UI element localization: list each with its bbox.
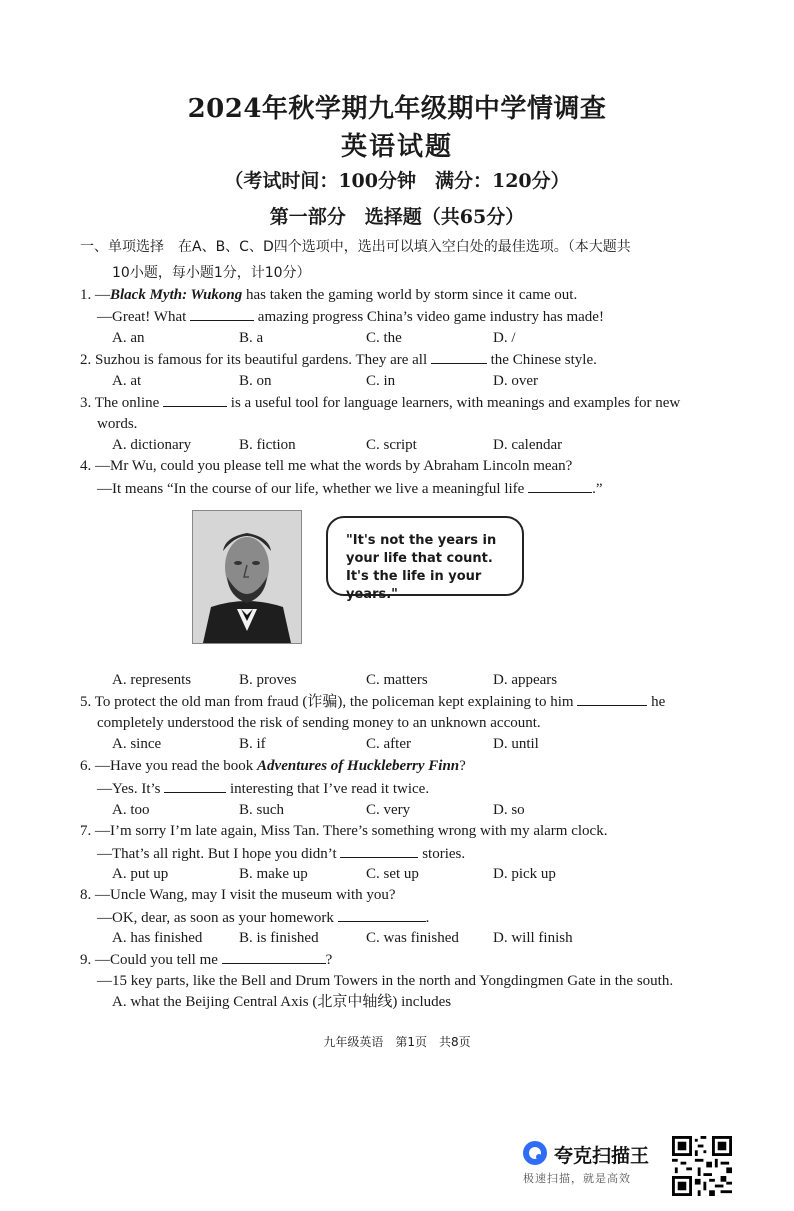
q5-line1 (80, 691, 665, 712)
quark-logo-icon (522, 1140, 548, 1166)
q6-text-before: 6. —Have you read the book (80, 758, 258, 774)
q7-option-b: B. make up (239, 866, 308, 882)
q7-line1: 7. —I’m sorry I’m late again, Miss Tan. There’s something wrong with my alarm clock. (80, 823, 608, 839)
q4-option-d: D. appears (493, 672, 558, 688)
q2-option-a: A. at (112, 373, 142, 389)
q8-blank (338, 907, 426, 922)
watermark-slogan: 极速扫描，就是高效 (523, 1172, 631, 1185)
lincoln-quote: "It's not the years in your life that count. It's the life in your years." (346, 533, 497, 602)
q5-option-d: D. until (493, 736, 539, 752)
q7-line2 (97, 843, 465, 864)
q9-text-before: 9. —Could you tell me (80, 952, 222, 968)
q8-line2 (97, 907, 429, 928)
q5-text-after: he (647, 694, 666, 710)
q3-option-b: B. fiction (239, 437, 296, 453)
q9-option-a: A. what the Beijing Central Axis (北京中轴线) includes (112, 994, 452, 1010)
q4-text-after: .” (592, 481, 603, 497)
exam-title: 2024年秋学期九年级期中学情调查 (187, 94, 607, 124)
q3-line2: words. (97, 416, 138, 432)
q3-blank (163, 392, 227, 407)
q8-option-c: C. was finished (366, 930, 459, 946)
q3-option-a: A. dictionary (112, 437, 192, 453)
q2-line1 (80, 349, 597, 370)
q1-prefix: 1. — (80, 287, 110, 303)
q3-option-c: C. script (366, 437, 417, 453)
q7-text-before: —That’s all right. But I hope you didn’t (97, 846, 341, 862)
q1-option-a: A. an (112, 330, 145, 346)
q6-line1 (80, 756, 466, 776)
q1-line2 (97, 306, 604, 327)
q2-option-d: D. over (493, 373, 538, 389)
q8-line1: 8. —Uncle Wang, may I visit the museum with you? (80, 887, 396, 903)
part-title: 第一部分 选择题（共65分） (269, 206, 525, 228)
q1-option-d: D. / (493, 330, 516, 346)
q6-option-a: A. too (112, 802, 150, 818)
lincoln-portrait (192, 510, 302, 644)
q1-line1 (80, 285, 577, 305)
q1-text: has taken the gaming world by storm since it came out. (242, 287, 578, 303)
q3-text-after: is a useful tool for language learners, with meanings and examples for new (227, 395, 681, 411)
q1-option-b: B. a (239, 330, 264, 346)
q1-text-before: —Great! What (97, 309, 191, 325)
portrait-drawing (193, 511, 301, 643)
q4-blank (528, 478, 592, 493)
q7-text-after: stories. (418, 846, 466, 862)
q5-option-b: B. if (239, 736, 266, 752)
q6-text-after: ? (459, 758, 466, 774)
q2-text-before: 2. Suzhou is famous for its beautiful gardens. They are all (80, 352, 431, 368)
q6-book-title: Adventures of Huckleberry Finn (257, 758, 460, 774)
q6-option-d: D. so (493, 802, 525, 818)
q9-line1 (80, 949, 332, 970)
q5-text-before: 5. To protect the old man from fraud (诈骗), the policeman kept explaining to him (80, 694, 578, 710)
q2-blank (431, 349, 487, 364)
section-instruction-line1: 一、单项选择 在A、B、C、D四个选项中，选出可以填入空白处的最佳选项。（本大题共 (80, 239, 631, 255)
q7-blank (340, 843, 418, 858)
q6-line2-after: interesting that I’ve read it twice. (226, 781, 430, 797)
q4-option-c: C. matters (366, 672, 428, 688)
q6-option-c: C. very (366, 802, 411, 818)
q2-option-c: C. in (366, 373, 396, 389)
q6-option-b: B. such (239, 802, 284, 818)
q3-text-before: 3. The online (80, 395, 164, 411)
q4-option-b: B. proves (239, 672, 297, 688)
q8-text-before: —OK, dear, as soon as your homework (97, 910, 338, 926)
q1-option-c: C. the (366, 330, 402, 346)
q7-option-a: A. put up (112, 866, 169, 882)
q4-line1: 4. —Mr Wu, could you please tell me what the words by Abraham Lincoln mean? (80, 458, 573, 474)
q5-option-c: C. after (366, 736, 411, 752)
section-instruction-line2: 10小题，每小题1分，计10分） (112, 265, 311, 281)
q2-option-b: B. on (239, 373, 272, 389)
q4-text-before: —It means “In the course of our life, whether we live a meaningful life (97, 481, 529, 497)
q5-option-a: A. since (112, 736, 162, 752)
q5-blank (577, 691, 647, 706)
exam-subject: 英语试题 (340, 132, 453, 162)
exam-info: （考试时间：100分钟 满分：120分） (224, 170, 570, 192)
q7-option-c: C. set up (366, 866, 419, 882)
qr-code-icon (672, 1136, 732, 1196)
q1-text-after: amazing progress China’s video game industry has made! (254, 309, 604, 325)
q3-line1 (80, 392, 680, 413)
q6-line2 (97, 778, 429, 799)
q7-option-d: D. pick up (493, 866, 556, 882)
q6-blank (164, 778, 226, 793)
q4-option-a: A. represents (112, 672, 192, 688)
q9-line2: —15 key parts, like the Bell and Drum Towers in the north and Yongdingmen Gate in the south. (97, 973, 674, 989)
q9-text-after: ? (325, 952, 333, 968)
q5-line2: completely understood the risk of sending money to an unknown account. (97, 715, 541, 731)
q2-text-after: the Chinese style. (486, 352, 597, 368)
q1-game-title: Black Myth: Wukong (110, 287, 243, 303)
q4-line2 (97, 478, 603, 499)
q6-line2-before: —Yes. It’s (97, 781, 165, 797)
q8-option-d: D. will finish (493, 930, 573, 946)
watermark-brand: 夸克扫描王 (554, 1145, 650, 1167)
q8-option-a: A. has finished (112, 930, 203, 946)
q8-text-after: . (425, 910, 430, 926)
q9-blank (222, 949, 326, 964)
page-footer: 九年级英语 第1页 共8页 (323, 1035, 471, 1049)
q3-option-d: D. calendar (493, 437, 563, 453)
q8-option-b: B. is finished (239, 930, 319, 946)
q1-blank (190, 306, 254, 321)
